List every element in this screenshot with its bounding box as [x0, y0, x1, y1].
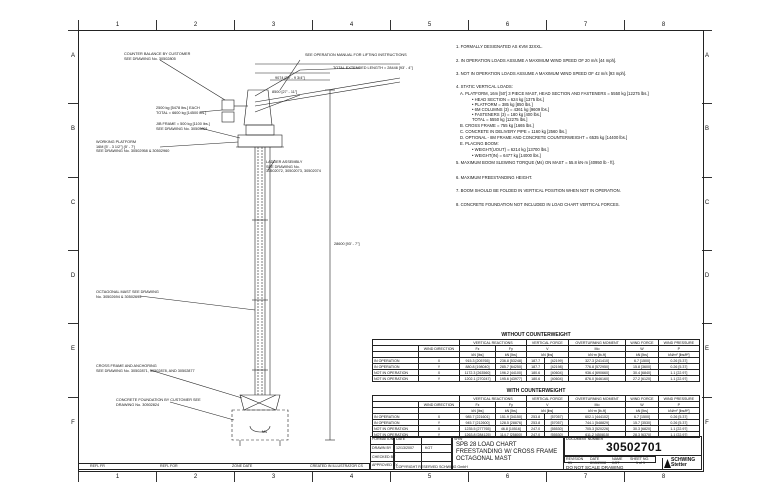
zone-label: 2 [156, 472, 234, 482]
unit-header: kN [lbs] [626, 408, 658, 414]
table-cell: 880.8 [198040] [460, 364, 496, 370]
copyright: COPYRIGHT RESERVED SCHWING GmbH [396, 465, 468, 469]
unit-header: kN [lbs] [460, 408, 496, 414]
operation-manual-callout: SEE OPERATION MANUAL FOR LIFTING INSTRUCTIONS [305, 53, 407, 57]
height-dimension: 28600 [93' - 7"] [334, 242, 360, 246]
brand-subname: Stetter [671, 462, 687, 468]
note-line: 1. FORMALLY DESIGNATED AS KVM 32XXL. [456, 44, 543, 49]
table-cell: 0.26 [5.37] [658, 364, 699, 370]
revision-label: REVISION [566, 457, 584, 461]
table-cell: IN OPERATION [373, 420, 419, 426]
table-cell: 6.7 [1500] [626, 358, 658, 364]
column-header: Fz [460, 402, 496, 408]
table-cell: 945.7 [212600] [460, 420, 496, 426]
title-line-2: FREESTANDING W/ CROSS FRAME [456, 449, 558, 455]
brand-logo [662, 458, 701, 469]
counterweights-callout: 2500 kg [5478 lbs.] EACH TOTAL = 6600 kg [14500 lbs.] [156, 106, 207, 115]
note-line: D. OPTIONAL - 8M FRAME AND CONCRETE COUNTERWEIGHT = 6535 kg [14400 lbs.] [460, 135, 628, 140]
zone-label: E [702, 323, 712, 396]
group-header: VERTICAL FORCE [526, 340, 568, 346]
table-cell: 1.1 [22.97] [658, 376, 699, 382]
octagonal-mast-callout: OCTAGONAL MAST SEE DRAWING No. 30502694 & 30502695 [96, 290, 159, 299]
group-header: OVERTURNING MOMENT [568, 340, 625, 346]
table-cell: 0.26 [5.37] [658, 420, 699, 426]
formation-label: FORMATION [372, 437, 394, 441]
zone-label: A [702, 30, 712, 103]
table-cell: Y [418, 420, 459, 426]
group-header: WIND PRESSURE [658, 340, 699, 346]
zone-label: 5 [390, 20, 468, 30]
note-line: • WEIGHT(UOUT) = 6214 kg [13700 lbs.] [472, 147, 549, 152]
ladder-callout: LADDER ASSEMBLY SEE DRAWING No. 30502072, 30502073, 30502074 [266, 160, 321, 174]
column-header: Fy [495, 402, 526, 408]
note-line: 3. NOT IN OPERATION LOADS ASSUME A MAXIMUM WIND SPEED OF 42 m/s [93 mph]. [456, 71, 627, 76]
table-cell: [57057] [545, 414, 568, 420]
note-line: 4. STATIC VERTICAL LOADS: [456, 84, 513, 89]
drawn-by-label: DRAWN BY [372, 446, 392, 450]
with-counterweight-title: WITH COUNTERWEIGHT [506, 388, 566, 394]
unit-header: kN [lbs] [460, 352, 496, 358]
working-platform-callout: WORKING PLATFORM 16M [5' - 3 1/2"] (5' - 7') SEE DRAWING No. 30502958 & 30502960 [96, 140, 170, 154]
zone-label: F [68, 397, 78, 470]
zone-label: A [68, 30, 78, 103]
table-cell: 1172.3 [263560] [460, 370, 496, 376]
group-header: WIND FORCE [626, 396, 658, 402]
table-cell: X [418, 414, 459, 420]
sheet-label: SHEET NO. [630, 457, 650, 461]
table-cell: 611.2 [450815] [568, 432, 625, 438]
table-cell: 776.8 [572950] [568, 364, 625, 370]
date-label: DATE [396, 437, 406, 441]
zone-label: 3 [234, 472, 312, 482]
without-counterweight-table [372, 339, 700, 382]
table-cell: 1.1 [22.97] [658, 432, 699, 438]
zone-label: F [702, 397, 712, 470]
column-header: P [658, 346, 699, 352]
note-line: 6. MAXIMUM FREESTANDING HEIGHT. [456, 175, 533, 180]
column-header: W [626, 346, 658, 352]
zone-label: 1 [78, 472, 156, 482]
name-label: NAME [612, 457, 623, 461]
table-cell: 247.0 [526, 426, 545, 432]
zone-label: C [68, 177, 78, 250]
column-header: Mo [568, 402, 625, 408]
with-counterweight-table [372, 395, 700, 438]
counterbalance-callout: COUNTER BALANCE BY CUSTOMER SEE DRAWING No. 30502805 [124, 52, 191, 61]
column-header: V [526, 402, 568, 408]
table-cell: Y [418, 432, 459, 438]
table-cell: [40604] [545, 370, 568, 376]
table-cell: 1.1 [22.97] [658, 426, 699, 432]
drawn-initials: KGT [425, 446, 433, 450]
table-cell: 744.1 [548829] [568, 420, 625, 426]
note-line: E. PLACING BOOM: [460, 141, 499, 146]
group-header: WIND FORCE [626, 340, 658, 346]
cross-frame-callout: CROSS FRAME AND ANCHORING SEE DRAWING No. 30502871, 30502878, AND 30502877 [96, 364, 195, 373]
checked-by-label: CHECKED BY [372, 455, 396, 459]
table-cell: 30.4 [6840] [626, 370, 658, 376]
unit-header: kN/m² [lbs/ft²] [658, 408, 699, 414]
table-cell: 915.3 [205765] [460, 358, 496, 364]
zone-label: B [702, 103, 712, 176]
column-header: Fz [460, 346, 496, 352]
table-cell: 187.7 [526, 364, 545, 370]
note-line: C. CONCRETE IN DELIVERY PIPE = 1160 kg [2560 lbs.] [460, 129, 567, 134]
revision-date: 8/15/2008 [590, 461, 606, 465]
column-header: Mo [568, 346, 625, 352]
note-line: 7. BOOM SHOULD BE FOLDED IN VERTICAL POSITION WHEN NOT IN OPERATION. [456, 188, 621, 193]
unit-header: kN [lbs] [526, 408, 568, 414]
table-cell: 1.1 [22.97] [658, 370, 699, 376]
table-cell: 114.7 [25800] [495, 432, 526, 438]
table-cell: 876.0 [646160] [568, 376, 625, 382]
table-cell: 602.1 [444102] [568, 414, 625, 420]
table-cell: 6.7 [1500] [626, 414, 658, 420]
table-cell: 180.6 [526, 376, 545, 382]
note-line: 2. IN OPERATION LOADS ASSUME A MAXIMUM WIND SPEED OF 20 m/s [44 mph]. [456, 58, 617, 63]
table-cell: [42199] [545, 358, 568, 364]
table-cell: 195.6 [43977] [495, 376, 526, 382]
column-header: WIND DIRECTION [418, 402, 459, 408]
note-line: • WEIGHT(IN) = 6477 kg [14000 lbs.] [472, 153, 541, 158]
ref-d: ZONE DATE [232, 464, 253, 468]
table-cell: 180.6 [526, 370, 545, 376]
unit-header: kN [lbs] [626, 352, 658, 358]
table-cell: 0.26 [5.37] [658, 414, 699, 420]
table-cell: 196.2 [44100] [495, 370, 526, 376]
table-cell: 327.3 [241410] [568, 358, 625, 364]
table-cell: 128.5 [28876] [495, 420, 526, 426]
table-cell: [40604] [545, 376, 568, 382]
table-cell: Y [418, 364, 459, 370]
approved-by-label: APPROVED BY [372, 463, 398, 467]
table-cell: X [418, 370, 459, 376]
table-cell: X [418, 426, 459, 432]
table-cell: IN OPERATION [373, 364, 419, 370]
created-in: CREATED IN ILLUSTRATOR CS [310, 464, 363, 468]
zone-label: 3 [234, 20, 312, 30]
note-line: • HEAD SECTION = 624 kg [1375 lbs.] [472, 97, 544, 102]
zone-label: 6 [468, 472, 546, 482]
group-header: OVERTURNING MOMENT [568, 396, 625, 402]
total-extended-length: TOTAL EXTENDED LENGTH = 28446 [93' - 4"] [333, 66, 413, 70]
sheet-value: 1 of 1 [636, 461, 645, 465]
table-cell: 253.8 [526, 420, 545, 426]
zone-label: 6 [468, 20, 546, 30]
zone-label: D [68, 250, 78, 323]
zone-label: E [68, 323, 78, 396]
table-cell: [42198] [545, 364, 568, 370]
unit-header: kN·m [lb-ft] [568, 352, 625, 358]
table-cell: 30.3 [6820] [626, 426, 658, 432]
table-cell: NOT IN OPERATION [373, 370, 419, 376]
dimension-2: 8500 [27' - 11"] [272, 90, 298, 94]
table-cell: 285.7 [64250] [495, 364, 526, 370]
table-cell: X [418, 358, 459, 364]
jib-frame-callout: JIB FRAME = 500 kg [1100 lbs.] SEE DRAWING No. 30505891 [156, 122, 210, 131]
zone-label: B [68, 103, 78, 176]
brand-mark-icon [664, 459, 671, 468]
note-line: • 6M COLUMNS (3) = 4361 kg [9609 lbs.] [472, 107, 549, 112]
note-line: B. CROSS FRAME = 755 kg [1665 lbs.] [460, 123, 534, 128]
zone-label: 7 [546, 20, 624, 30]
table-cell: NOT IN OPERATION [373, 426, 419, 432]
note-line: • PLATFORM = 385 kg [850 lbs.] [472, 102, 533, 107]
table-cell: 151.9 [34150] [495, 414, 526, 420]
without-counterweight-title: WITHOUT COUNTERWEIGHT [501, 332, 571, 338]
rev-date-label: DATE [590, 457, 600, 461]
table-cell: 46.8 [10516] [495, 426, 526, 432]
note-line: TOTAL = 5550 kg [12275 lbs.] [472, 117, 528, 122]
zone-label: 4 [312, 20, 390, 30]
brand-name: SCHWING [671, 457, 696, 463]
note-line: 8. CONCRETE FOUNDATION NOT INCLUDED IN LOAD CHART VERTICAL FORCES. [456, 202, 620, 207]
note-line: • FASTENERS (3) = 180 kg [400 lbs.] [472, 112, 542, 117]
zone-label: 2 [156, 20, 234, 30]
revision-name: KGT [612, 461, 620, 465]
table-cell: 0.26 [5.37] [658, 358, 699, 364]
table-cell: NOT IN OPERATION [373, 432, 419, 438]
unit-header: kN/m² [lbs/ft²] [658, 352, 699, 358]
table-cell: 247.0 [526, 432, 545, 438]
table-cell: 15.8 [3600] [626, 364, 658, 370]
group-header: VERTICAL REACTIONS [460, 396, 527, 402]
doc-number-label: DOCUMENT NUMBER [566, 437, 604, 441]
title-label: SHW [454, 437, 463, 441]
zone-label: 5 [390, 472, 468, 482]
ref-f: REFL FOR [160, 464, 178, 468]
revision-value: 01 [568, 461, 572, 465]
drawn-date: 12/13/2007 [396, 446, 414, 450]
column-header: Fy [495, 346, 526, 352]
table-cell: [55530] [545, 432, 568, 438]
foundation-callout: CONCRETE FOUNDATION BY CUSTOMER SEE DRAWING No. 30502824 [116, 398, 201, 407]
zone-label: 8 [624, 20, 702, 30]
zone-label: 8 [624, 472, 702, 482]
zone-label: C [702, 177, 712, 250]
zone-label: 4 [312, 472, 390, 482]
zone-label: D [702, 250, 712, 323]
table-cell: Y [418, 376, 459, 382]
table-cell: NOT IN OPERATION [373, 376, 419, 382]
dimension-1: 9074 [29' - 9 3/4"] [275, 76, 305, 80]
table-cell: 236.8 [53248] [495, 358, 526, 364]
table-cell: 15.7 [3530] [626, 420, 658, 426]
table-cell: 1235.5 [277765] [460, 426, 496, 432]
unit-header: kN [lbs] [526, 352, 568, 358]
zone-label: 7 [546, 472, 624, 482]
unit-header: kN [lbs] [495, 408, 526, 414]
unit-header: kN·m [lb-ft] [568, 408, 625, 414]
table-cell: 28.3 [6370] [626, 432, 658, 438]
note-line: A. PLATFORM, 16m [50'] 3 PIECE MAST, HEAD SECTION AND FASTENERS = 5550 kg [12275 lbs.] [460, 91, 649, 96]
group-header: WIND PRESSURE [658, 396, 699, 402]
table-cell: 985.7 [221601] [460, 414, 496, 420]
unit-header: kN [lbs] [495, 352, 526, 358]
table-cell: IN OPERATION [373, 358, 419, 364]
note-line: 5. MAXIMUM BOOM SLEWING TORQUE (Ms) ON MAST = 55.8 kN·m [40950 lb - ft]. [456, 160, 615, 165]
table-cell: 27.2 [6120] [626, 376, 658, 382]
table-cell: [55530] [545, 426, 568, 432]
document-number: 30502701 [606, 440, 662, 454]
table-row [373, 376, 700, 382]
ref-r: REFL FR [90, 464, 105, 468]
table-cell: 1263.8 [284125] [460, 432, 496, 438]
table-cell: IN OPERATION [373, 414, 419, 420]
table-cell: 936.4 [690660] [568, 370, 625, 376]
title-line-1: SPB 28 LOAD CHART [456, 442, 517, 448]
group-header: VERTICAL FORCE [526, 396, 568, 402]
column-header: WIND DIRECTION [418, 346, 459, 352]
table-cell: 705.3 [520226] [568, 426, 625, 432]
table-cell: [57057] [545, 420, 568, 426]
table-cell: 253.8 [526, 414, 545, 420]
table-cell: 187.7 [526, 358, 545, 364]
title-line-3: OCTAGONAL MAST [456, 456, 512, 462]
moment-label: Ms [262, 430, 268, 434]
column-header: V [526, 346, 568, 352]
do-not-scale: DO NOT SCALE DRAWING [566, 465, 624, 470]
column-header: P [658, 402, 699, 408]
table-cell: 1202.1 [270247] [460, 376, 496, 382]
zone-label: 1 [78, 20, 156, 30]
group-header: VERTICAL REACTIONS [460, 340, 527, 346]
column-header: W [626, 402, 658, 408]
